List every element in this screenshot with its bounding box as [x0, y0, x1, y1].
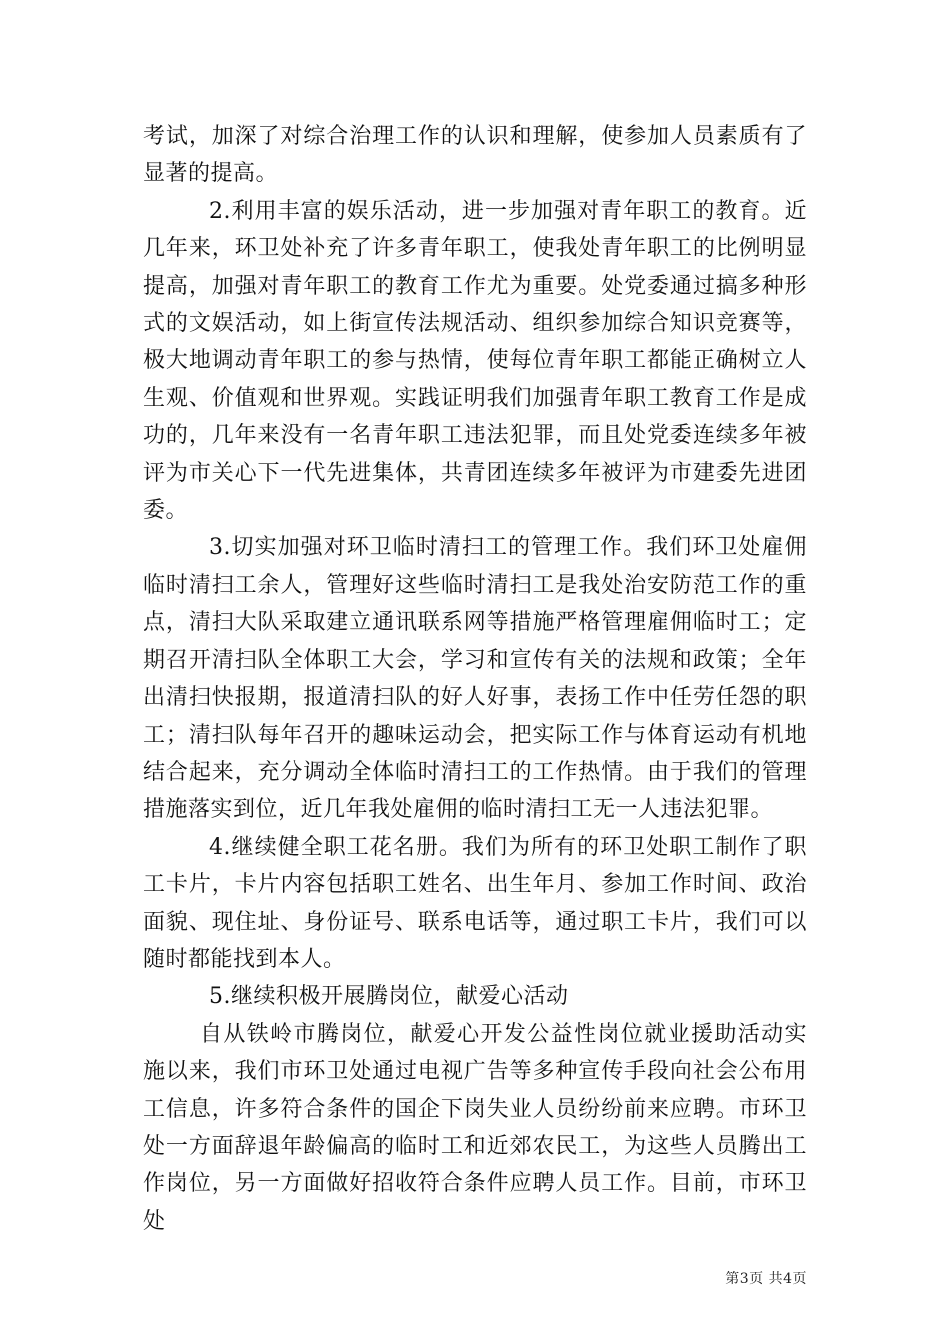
paragraph-continuation: 考试，加深了对综合治理工作的认识和理解，使参加人员素质有了显著的提高。	[143, 124, 807, 187]
paragraph-body: 自从铁岭市腾岗位，献爱心开发公益性岗位就业援助活动实施以来，我们市环卫处通过电视广告等多种宣传手段向社会公布用工信息，许多符合条件的国企下岗失业人员纷纷前来应聘。市环卫处一方面辞退年龄偏高的临时工和近郊农民工，为这些人员腾出工作岗位，另一方面做好招收符合条件应聘人员工作。目前，市环卫处	[143, 1021, 807, 1234]
document-body	[143, 118, 807, 1240]
paragraph-item-2: 2.利用丰富的娱乐活动，进一步加强对青年职工的教育。近几年来，环卫处补充了许多青年职工，使我处青年职工的比例明显提高，加强对青年职工的教育工作尤为重要。处党委通过搞多种形式的文娱活动，如上街宣传法规活动、组织参加综合知识竞赛等，极大地调动青年职工的参与热情，使每位青年职工都能正确树立人生观、价值观和世界观。实践证明我们加强青年职工教育工作是成功的，几年来没有一名青年职工违法犯罪，而且处党委连续多年被评为市关心下一代先进集体，共青团连续多年被评为市建委先进团委。	[143, 198, 807, 524]
paragraph-item-5-heading: 5.继续积极开展腾岗位，献爱心活动	[209, 984, 569, 1010]
paragraph-item-3: 3.切实加强对环卫临时清扫工的管理工作。我们环卫处雇佣临时清扫工余人，管理好这些临时清扫工是我处治安防范工作的重点，清扫大队采取建立通讯联系网等措施严格管理雇佣临时工；定期召开清扫队全体职工大会，学习和宣传有关的法规和政策；全年出清扫快报期，报道清扫队的好人好事，表扬工作中任劳任怨的职工；清扫队每年召开的趣味运动会，把实际工作与体育运动有机地结合起来，充分调动全体临时清扫工的工作热情。由于我们的管理措施落实到位，近几年我处雇佣的临时清扫工无一人违法犯罪。	[143, 535, 807, 823]
page-number: 第3页 共4页	[725, 1271, 807, 1287]
paragraph-item-4: 4.继续健全职工花名册。我们为所有的环卫处职工制作了职工卡片，卡片内容包括职工姓名、出生年月、参加工作时间、政治面貌、现住址、身份证号、联系电话等，通过职工卡片，我们可以随时都能找到本人。	[143, 834, 807, 972]
